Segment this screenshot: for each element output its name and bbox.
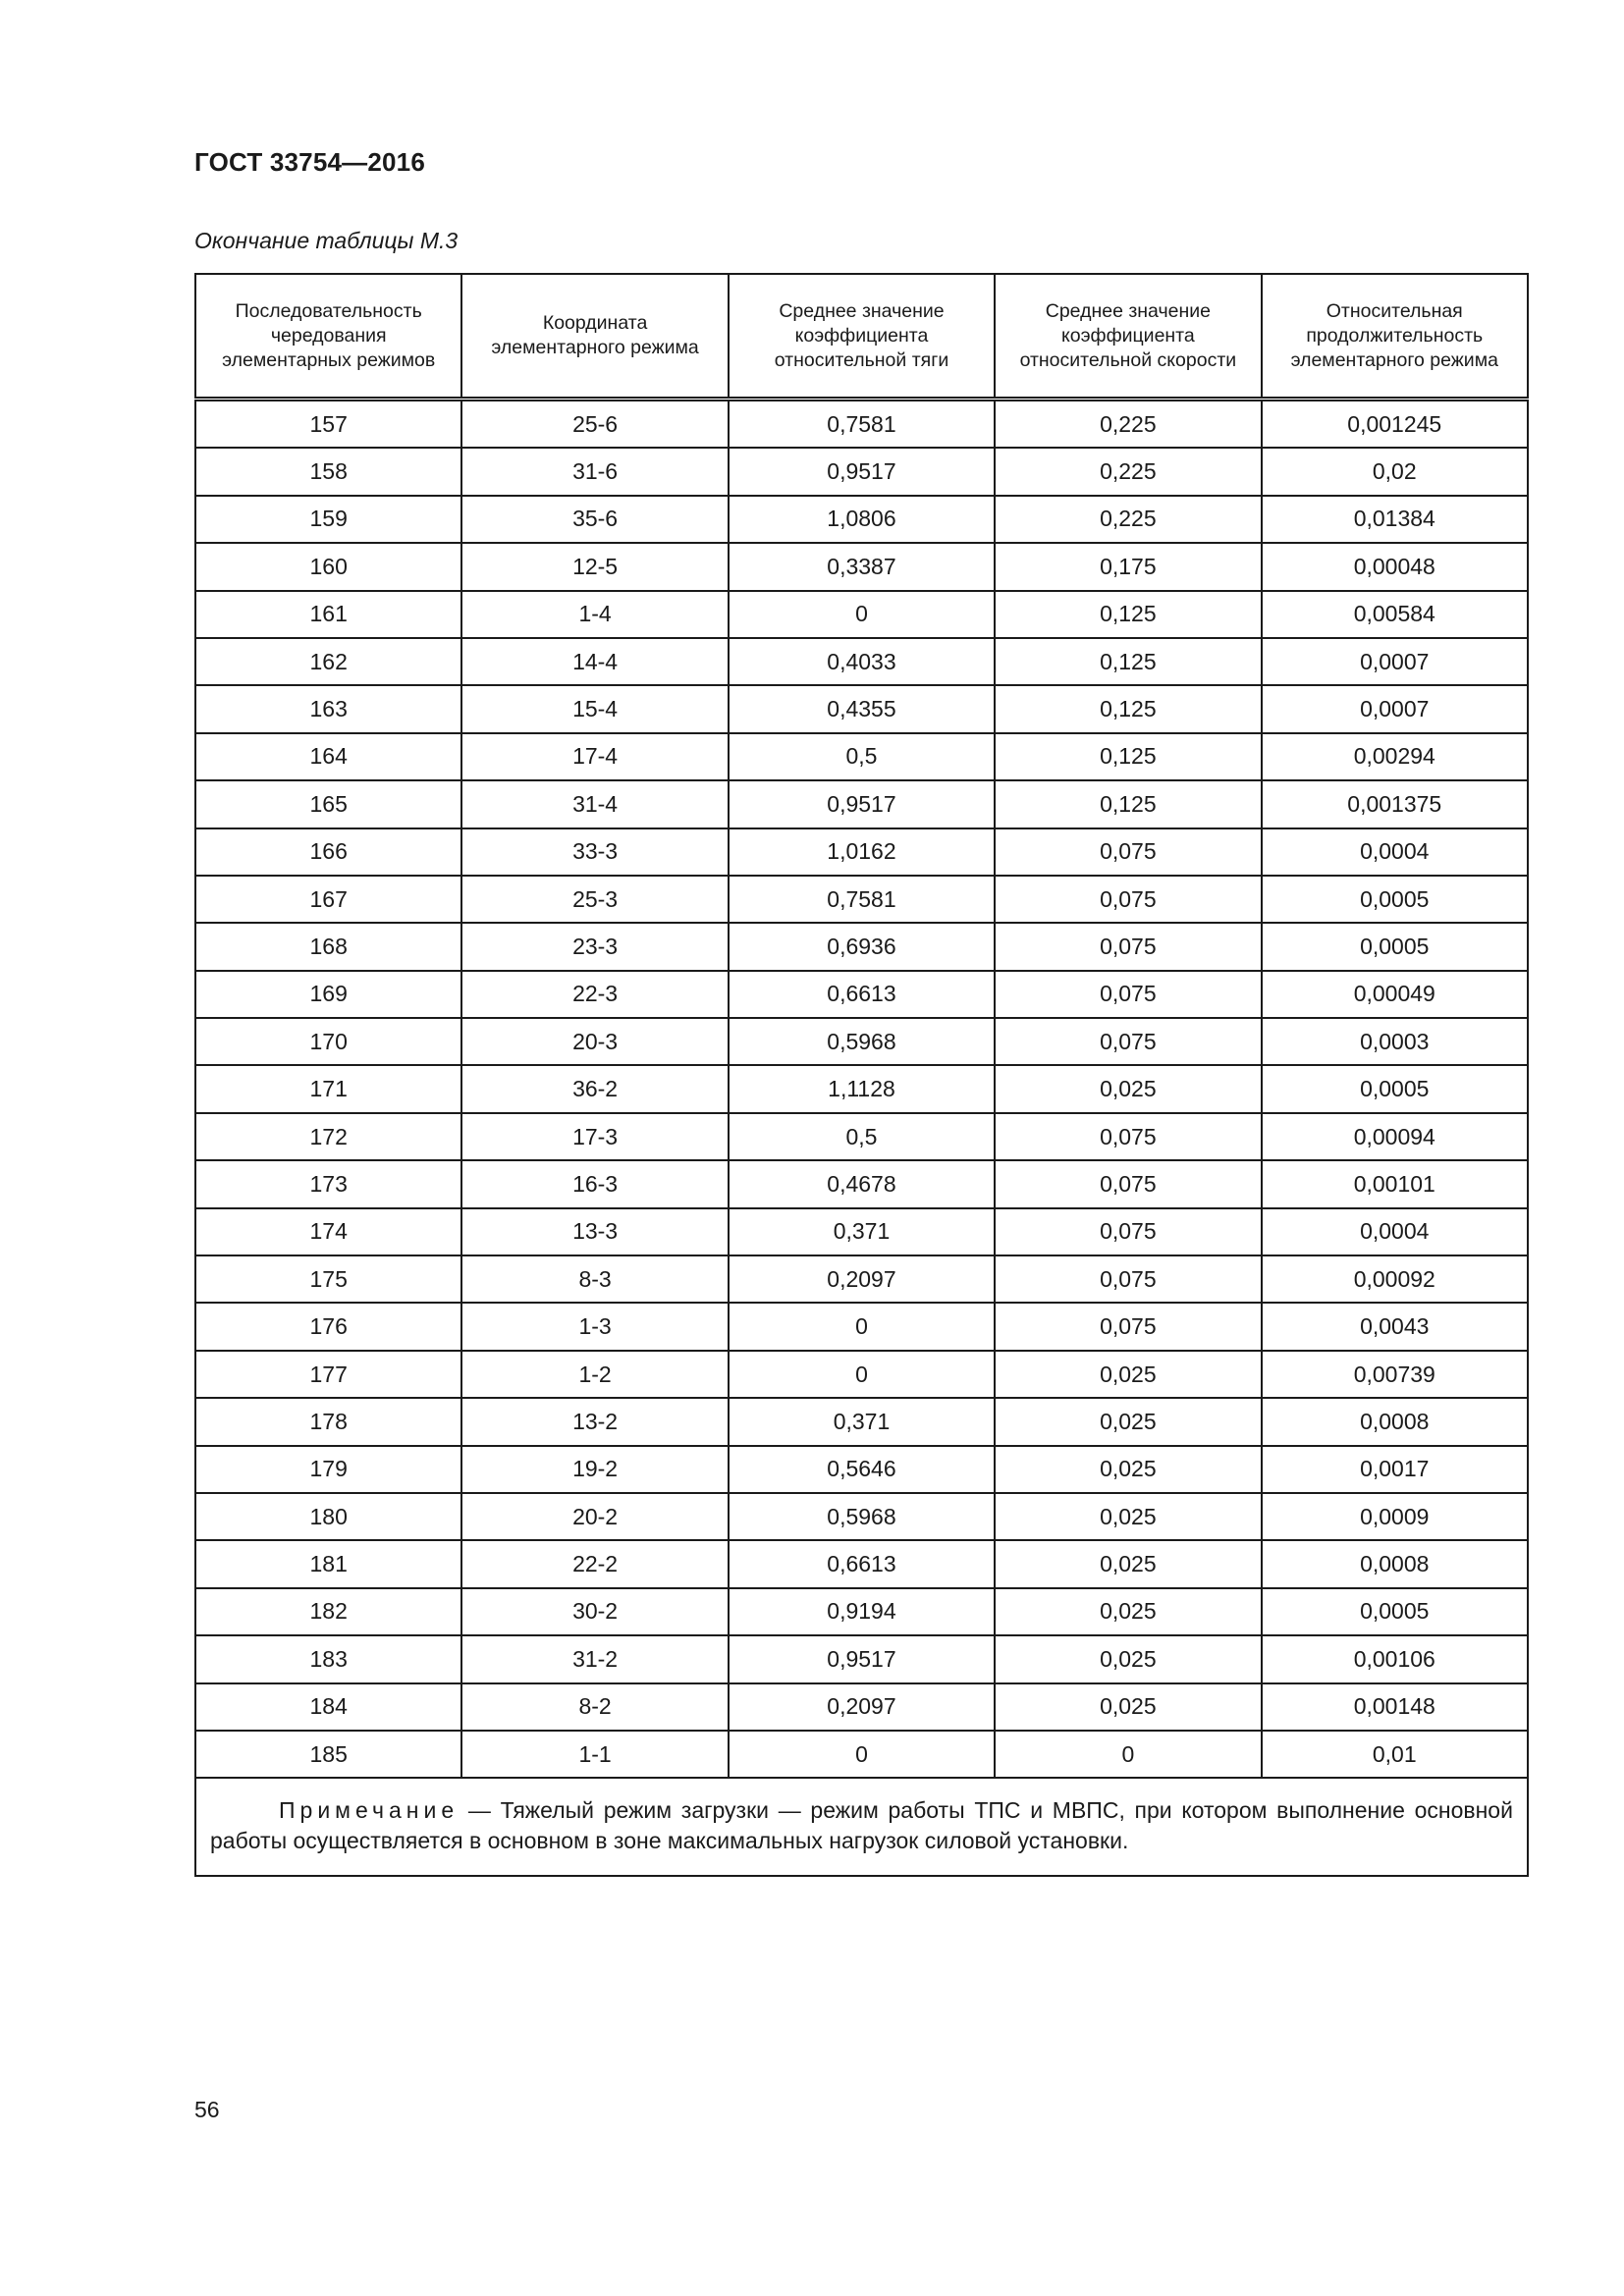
cell-sequence: 170 — [195, 1018, 461, 1065]
cell-speed: 0,125 — [995, 685, 1261, 732]
table-caption: Окончание таблицы М.3 — [194, 228, 459, 253]
table-row — [195, 685, 1528, 732]
cell-sequence: 175 — [195, 1255, 461, 1303]
cell-duration: 0,00094 — [1262, 1113, 1528, 1160]
cell-traction: 0,4678 — [729, 1160, 995, 1207]
cell-sequence: 184 — [195, 1683, 461, 1731]
table-row — [195, 1398, 1528, 1445]
cell-sequence: 181 — [195, 1540, 461, 1587]
table-body — [195, 400, 1528, 1779]
cell-sequence: 180 — [195, 1493, 461, 1540]
cell-speed: 0,025 — [995, 1493, 1261, 1540]
cell-traction: 1,0162 — [729, 828, 995, 876]
cell-sequence: 166 — [195, 828, 461, 876]
table-row — [195, 1683, 1528, 1731]
cell-traction: 0,6936 — [729, 923, 995, 970]
cell-sequence: 183 — [195, 1635, 461, 1682]
cell-coordinate: 14-4 — [461, 638, 728, 685]
table-row — [195, 1018, 1528, 1065]
cell-traction: 0,5 — [729, 1113, 995, 1160]
cell-coordinate: 15-4 — [461, 685, 728, 732]
column-header-sequence: Последовательность чередования элементарных режимов — [195, 274, 461, 400]
cell-sequence: 172 — [195, 1113, 461, 1160]
page-number: 56 — [194, 2097, 220, 2122]
cell-coordinate: 1-2 — [461, 1351, 728, 1398]
cell-traction: 0,9517 — [729, 448, 995, 495]
cell-sequence: 158 — [195, 448, 461, 495]
cell-coordinate: 31-2 — [461, 1635, 728, 1682]
note-text: — Тяжелый режим загрузки — режим работы ТПС и МВПС, при котором выполнение основной работы осуществляется в основном в зоне максимальных нагрузок силовой установки. — [210, 1797, 1513, 1854]
cell-sequence: 182 — [195, 1588, 461, 1635]
table-row — [195, 400, 1528, 449]
cell-sequence: 173 — [195, 1160, 461, 1207]
cell-coordinate: 1-4 — [461, 591, 728, 638]
table-row — [195, 1540, 1528, 1587]
table-row — [195, 543, 1528, 590]
cell-speed: 0,075 — [995, 828, 1261, 876]
table-row — [195, 1255, 1528, 1303]
cell-speed: 0,075 — [995, 1113, 1261, 1160]
cell-traction: 1,0806 — [729, 496, 995, 543]
cell-traction: 0,7581 — [729, 876, 995, 923]
cell-duration: 0,0005 — [1262, 1588, 1528, 1635]
cell-duration: 0,00739 — [1262, 1351, 1528, 1398]
table-row — [195, 876, 1528, 923]
cell-coordinate: 1-1 — [461, 1731, 728, 1778]
cell-traction: 0,4033 — [729, 638, 995, 685]
cell-coordinate: 20-2 — [461, 1493, 728, 1540]
cell-duration: 0,00584 — [1262, 591, 1528, 638]
cell-traction: 1,1128 — [729, 1065, 995, 1112]
cell-traction: 0,371 — [729, 1208, 995, 1255]
cell-duration: 0,0008 — [1262, 1398, 1528, 1445]
cell-traction: 0,5 — [729, 733, 995, 780]
cell-sequence: 171 — [195, 1065, 461, 1112]
table-row — [195, 1303, 1528, 1350]
cell-duration: 0,0007 — [1262, 685, 1528, 732]
cell-sequence: 163 — [195, 685, 461, 732]
cell-speed: 0,075 — [995, 1208, 1261, 1255]
cell-traction: 0,6613 — [729, 1540, 995, 1587]
cell-traction: 0 — [729, 591, 995, 638]
cell-duration: 0,0009 — [1262, 1493, 1528, 1540]
cell-duration: 0,0008 — [1262, 1540, 1528, 1587]
cell-traction: 0,2097 — [729, 1255, 995, 1303]
cell-duration: 0,00294 — [1262, 733, 1528, 780]
cell-sequence: 159 — [195, 496, 461, 543]
header-row — [195, 274, 1528, 400]
cell-speed: 0,225 — [995, 448, 1261, 495]
table-row — [195, 1446, 1528, 1493]
table-header — [195, 274, 1528, 400]
cell-duration: 0,0004 — [1262, 1208, 1528, 1255]
cell-traction: 0,7581 — [729, 400, 995, 449]
cell-coordinate: 13-3 — [461, 1208, 728, 1255]
cell-duration: 0,00106 — [1262, 1635, 1528, 1682]
cell-coordinate: 23-3 — [461, 923, 728, 970]
table-row — [195, 1351, 1528, 1398]
cell-traction: 0,2097 — [729, 1683, 995, 1731]
cell-coordinate: 19-2 — [461, 1446, 728, 1493]
table-row — [195, 448, 1528, 495]
table-row — [195, 780, 1528, 828]
cell-speed: 0,175 — [995, 543, 1261, 590]
table-row — [195, 1113, 1528, 1160]
cell-coordinate: 13-2 — [461, 1398, 728, 1445]
cell-traction: 0 — [729, 1731, 995, 1778]
cell-sequence: 168 — [195, 923, 461, 970]
cell-sequence: 160 — [195, 543, 461, 590]
cell-sequence: 185 — [195, 1731, 461, 1778]
cell-speed: 0,225 — [995, 496, 1261, 543]
table-row — [195, 496, 1528, 543]
table-row — [195, 1731, 1528, 1778]
cell-traction: 0,9194 — [729, 1588, 995, 1635]
cell-duration: 0,0007 — [1262, 638, 1528, 685]
cell-coordinate: 20-3 — [461, 1018, 728, 1065]
table-row — [195, 591, 1528, 638]
cell-sequence: 178 — [195, 1398, 461, 1445]
cell-traction: 0,5968 — [729, 1018, 995, 1065]
cell-sequence: 164 — [195, 733, 461, 780]
cell-speed: 0,125 — [995, 733, 1261, 780]
column-header-traction: Среднее значение коэффициента относительной тяги — [729, 274, 995, 400]
cell-duration: 0,0005 — [1262, 876, 1528, 923]
cell-duration: 0,02 — [1262, 448, 1528, 495]
cell-traction: 0,3387 — [729, 543, 995, 590]
cell-duration: 0,0043 — [1262, 1303, 1528, 1350]
cell-sequence: 177 — [195, 1351, 461, 1398]
cell-coordinate: 22-2 — [461, 1540, 728, 1587]
cell-coordinate: 25-6 — [461, 400, 728, 449]
table-row — [195, 1635, 1528, 1682]
cell-sequence: 165 — [195, 780, 461, 828]
table-row — [195, 638, 1528, 685]
cell-speed: 0,075 — [995, 1018, 1261, 1065]
cell-speed: 0,025 — [995, 1351, 1261, 1398]
cell-sequence: 176 — [195, 1303, 461, 1350]
cell-coordinate: 33-3 — [461, 828, 728, 876]
cell-speed: 0,125 — [995, 780, 1261, 828]
table-row — [195, 1160, 1528, 1207]
cell-coordinate: 17-3 — [461, 1113, 728, 1160]
cell-speed: 0,025 — [995, 1065, 1261, 1112]
cell-traction: 0 — [729, 1303, 995, 1350]
cell-speed: 0,025 — [995, 1446, 1261, 1493]
note-row — [195, 1778, 1528, 1876]
cell-coordinate: 31-4 — [461, 780, 728, 828]
cell-duration: 0,00049 — [1262, 971, 1528, 1018]
cell-speed: 0,025 — [995, 1398, 1261, 1445]
note-cell — [195, 1778, 1528, 1876]
cell-duration: 0,0005 — [1262, 923, 1528, 970]
cell-coordinate: 16-3 — [461, 1160, 728, 1207]
cell-speed: 0,025 — [995, 1683, 1261, 1731]
cell-traction: 0,371 — [729, 1398, 995, 1445]
cell-duration: 0,0017 — [1262, 1446, 1528, 1493]
cell-traction: 0 — [729, 1351, 995, 1398]
cell-duration: 0,001375 — [1262, 780, 1528, 828]
cell-sequence: 161 — [195, 591, 461, 638]
cell-sequence: 162 — [195, 638, 461, 685]
cell-sequence: 169 — [195, 971, 461, 1018]
cell-duration: 0,00148 — [1262, 1683, 1528, 1731]
table-row — [195, 923, 1528, 970]
cell-speed: 0,075 — [995, 1160, 1261, 1207]
cell-speed: 0,075 — [995, 971, 1261, 1018]
data-table — [194, 273, 1529, 1877]
cell-duration: 0,01 — [1262, 1731, 1528, 1778]
cell-coordinate: 31-6 — [461, 448, 728, 495]
document-header: ГОСТ 33754—2016 — [194, 147, 425, 177]
table-row — [195, 1208, 1528, 1255]
table-row — [195, 1588, 1528, 1635]
cell-sequence: 174 — [195, 1208, 461, 1255]
cell-speed: 0,075 — [995, 923, 1261, 970]
table-footer — [195, 1778, 1528, 1876]
cell-traction: 0,9517 — [729, 1635, 995, 1682]
cell-traction: 0,9517 — [729, 780, 995, 828]
cell-coordinate: 12-5 — [461, 543, 728, 590]
cell-duration: 0,0005 — [1262, 1065, 1528, 1112]
cell-speed: 0,125 — [995, 638, 1261, 685]
cell-coordinate: 17-4 — [461, 733, 728, 780]
cell-duration: 0,00101 — [1262, 1160, 1528, 1207]
cell-coordinate: 1-3 — [461, 1303, 728, 1350]
table-row — [195, 733, 1528, 780]
table-row — [195, 828, 1528, 876]
cell-traction: 0,6613 — [729, 971, 995, 1018]
column-header-coordinate: Координата элементарного режима — [461, 274, 728, 400]
note-label: Примечание — [279, 1797, 460, 1824]
column-header-duration: Относительная продолжительность элементарного режима — [1262, 274, 1528, 400]
cell-speed: 0,025 — [995, 1540, 1261, 1587]
cell-speed: 0,075 — [995, 876, 1261, 923]
table-row — [195, 971, 1528, 1018]
cell-duration: 0,001245 — [1262, 400, 1528, 449]
cell-speed: 0,225 — [995, 400, 1261, 449]
cell-duration: 0,00092 — [1262, 1255, 1528, 1303]
cell-traction: 0,4355 — [729, 685, 995, 732]
cell-duration: 0,00048 — [1262, 543, 1528, 590]
table-row — [195, 1493, 1528, 1540]
cell-duration: 0,0003 — [1262, 1018, 1528, 1065]
cell-speed: 0,075 — [995, 1303, 1261, 1350]
cell-coordinate: 8-2 — [461, 1683, 728, 1731]
cell-duration: 0,0004 — [1262, 828, 1528, 876]
cell-duration: 0,01384 — [1262, 496, 1528, 543]
cell-coordinate: 25-3 — [461, 876, 728, 923]
cell-sequence: 167 — [195, 876, 461, 923]
cell-traction: 0,5646 — [729, 1446, 995, 1493]
cell-coordinate: 35-6 — [461, 496, 728, 543]
cell-speed: 0,125 — [995, 591, 1261, 638]
cell-coordinate: 8-3 — [461, 1255, 728, 1303]
cell-speed: 0,025 — [995, 1588, 1261, 1635]
cell-coordinate: 22-3 — [461, 971, 728, 1018]
table-row — [195, 1065, 1528, 1112]
cell-sequence: 157 — [195, 400, 461, 449]
cell-speed: 0 — [995, 1731, 1261, 1778]
cell-coordinate: 30-2 — [461, 1588, 728, 1635]
column-header-speed: Среднее значение коэффициента относительной скорости — [995, 274, 1261, 400]
cell-sequence: 179 — [195, 1446, 461, 1493]
cell-coordinate: 36-2 — [461, 1065, 728, 1112]
cell-speed: 0,025 — [995, 1635, 1261, 1682]
cell-traction: 0,5968 — [729, 1493, 995, 1540]
cell-speed: 0,075 — [995, 1255, 1261, 1303]
